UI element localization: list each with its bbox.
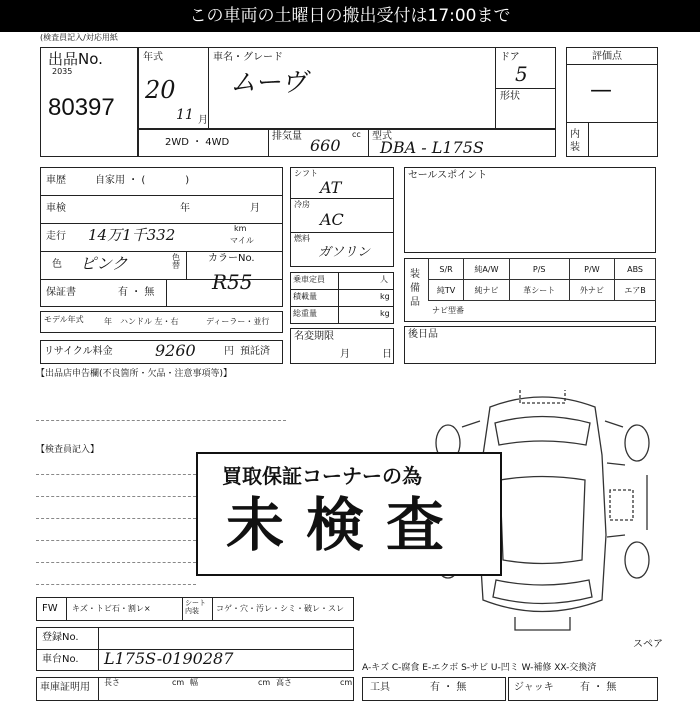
- name-change-month: 月: [340, 349, 350, 360]
- spare-label: スペア: [633, 639, 663, 650]
- model-year-unit: 年: [104, 317, 112, 326]
- later-date-label: 後日品: [408, 329, 438, 340]
- stamp-line2: 未検査: [226, 491, 467, 559]
- warranty-value: 有 ・ 無: [118, 287, 155, 298]
- cert-width: 幅: [190, 678, 198, 687]
- cert-width-unit: cm: [258, 678, 271, 687]
- equip-navi: 純ナビ: [464, 280, 510, 301]
- year-month-unit: 月: [198, 115, 208, 126]
- score-value: —: [590, 78, 612, 103]
- fw-text: キズ・トビ石・割レ×: [72, 604, 151, 613]
- equip-abs: ABS: [615, 259, 656, 280]
- shape-label: 形状: [500, 91, 520, 102]
- car-name-value: ムーヴ: [230, 68, 307, 98]
- equipment-grid: [428, 258, 656, 301]
- inspector-label: 【検査員記入】: [36, 445, 100, 455]
- equip-airbag: エアB: [615, 280, 656, 301]
- equip-ps: P/S: [509, 259, 569, 280]
- header-cut-text: (検査員記入/対応用紙: [40, 33, 118, 42]
- recycle-value: 9260: [155, 341, 196, 360]
- jack-value: 有 ・ 無: [580, 682, 617, 693]
- cert-height-unit: cm: [340, 678, 353, 687]
- capacity-label: 乗車定員: [293, 275, 325, 284]
- seat-text: コゲ・穴・汚レ・シミ・破レ・スレ: [216, 604, 344, 613]
- inspection-year-unit: 年: [180, 203, 190, 214]
- history-value: 自家用 ・ ( ): [95, 175, 190, 186]
- mileage-label: 走行: [46, 231, 66, 242]
- model-value: DBA - L175S: [380, 138, 484, 157]
- doors-value: 5: [515, 62, 528, 86]
- drive-label: 2WD ・ 4WD: [165, 137, 230, 148]
- warranty-label: 保証書: [46, 287, 76, 298]
- year-month-value: 11: [176, 107, 194, 123]
- name-change-day: 日: [382, 349, 392, 360]
- inspection-label: 車検: [46, 203, 66, 214]
- gross-weight-unit: kg: [380, 309, 390, 318]
- history-label: 車歴: [46, 175, 66, 186]
- color-value: ピンク: [80, 254, 128, 273]
- inspection-month-unit: 月: [250, 203, 260, 214]
- equip-pw: P/W: [569, 259, 614, 280]
- tools-value: 有 ・ 無: [430, 682, 467, 693]
- mileage-unit-mile: マイル: [230, 236, 254, 245]
- equip-sr: S/R: [429, 259, 464, 280]
- model-label: 型式: [372, 131, 392, 142]
- tools-label: 工具: [370, 682, 390, 693]
- color-label: 色: [52, 259, 62, 270]
- color-no-label: カラーNo.: [208, 253, 255, 264]
- fuel-label: 燃料: [294, 234, 310, 243]
- name-change-label: 名変期限: [294, 331, 334, 342]
- ac-value: AC: [320, 210, 344, 229]
- cert-length: 長さ: [104, 678, 120, 687]
- equip-tv: 純TV: [429, 280, 464, 301]
- equip-ext-navi: 外ナビ: [569, 280, 614, 301]
- banner: この車両の土曜日の搬出受付は17:00まで: [0, 0, 700, 32]
- car-name-label: 車名・グレード: [213, 52, 283, 63]
- color-change-label: 色替: [172, 253, 180, 270]
- doors-label: ドア: [500, 52, 520, 63]
- mileage-unit-km: km: [234, 224, 247, 233]
- chassis-label: 車台No.: [42, 654, 79, 665]
- recycle-note: 預託済: [240, 346, 270, 357]
- lot-small-number: 2035: [52, 67, 73, 76]
- equipment-label: 装備品: [410, 269, 420, 308]
- lot-label: 出品No.: [48, 50, 103, 68]
- capacity-unit: 人: [380, 275, 388, 284]
- fw-label: FW: [42, 603, 58, 614]
- recycle-label: リサイクル料金: [44, 346, 113, 357]
- equip-leather: 革シート: [509, 280, 569, 301]
- shift-label: シフト: [294, 169, 318, 178]
- handle-option: ハンドル 左・右: [120, 317, 179, 326]
- displacement-unit: cc: [352, 130, 361, 139]
- year-label: 年式: [143, 52, 163, 63]
- sales-point-label: セールスポイント: [408, 170, 488, 181]
- mileage-value: 14万1千332: [88, 226, 176, 244]
- gross-weight-label: 総重量: [293, 309, 317, 318]
- model-year-label: モデル年式: [44, 315, 84, 324]
- score-label: 評価点: [592, 51, 622, 62]
- dealer-option: ディーラー・並行: [206, 317, 270, 326]
- registration-label: 登録No.: [42, 632, 79, 643]
- interior-label: 内装: [570, 129, 580, 153]
- lot-number: 80397: [48, 94, 115, 121]
- stamp-line1: 買取保証コーナーの為: [222, 464, 422, 488]
- color-no-value: R55: [212, 270, 253, 294]
- jack-label: ジャッキ: [514, 682, 554, 693]
- cert-height: 高さ: [276, 678, 292, 687]
- displacement-value: 660: [310, 136, 341, 155]
- fuel-value: ガソリン: [318, 245, 371, 260]
- declaration-label: 【出品店申告欄(不良箇所・欠品・注意事項等)】: [36, 369, 233, 379]
- year-value: 20: [145, 76, 176, 104]
- chassis-value: L175S-0190287: [104, 649, 234, 668]
- later-date-box: [404, 326, 656, 364]
- navi-label: ナビ型番: [432, 306, 464, 315]
- garage-cert-label: 車庫証明用: [40, 682, 90, 693]
- load-unit: kg: [380, 292, 390, 301]
- cert-length-unit: cm: [172, 678, 185, 687]
- shift-value: AT: [320, 178, 342, 197]
- ac-label: 冷房: [294, 200, 310, 209]
- displacement-label: 排気量: [272, 131, 302, 142]
- seat-label: シート内装: [185, 599, 206, 615]
- equip-alloy: 純A/W: [464, 259, 510, 280]
- recycle-unit: 円: [224, 346, 234, 357]
- damage-legend: A-キズ C-腐食 E-エクボ S-サビ U-凹ミ W-補修 XX-交換済: [362, 663, 597, 673]
- load-label: 積載量: [293, 292, 317, 301]
